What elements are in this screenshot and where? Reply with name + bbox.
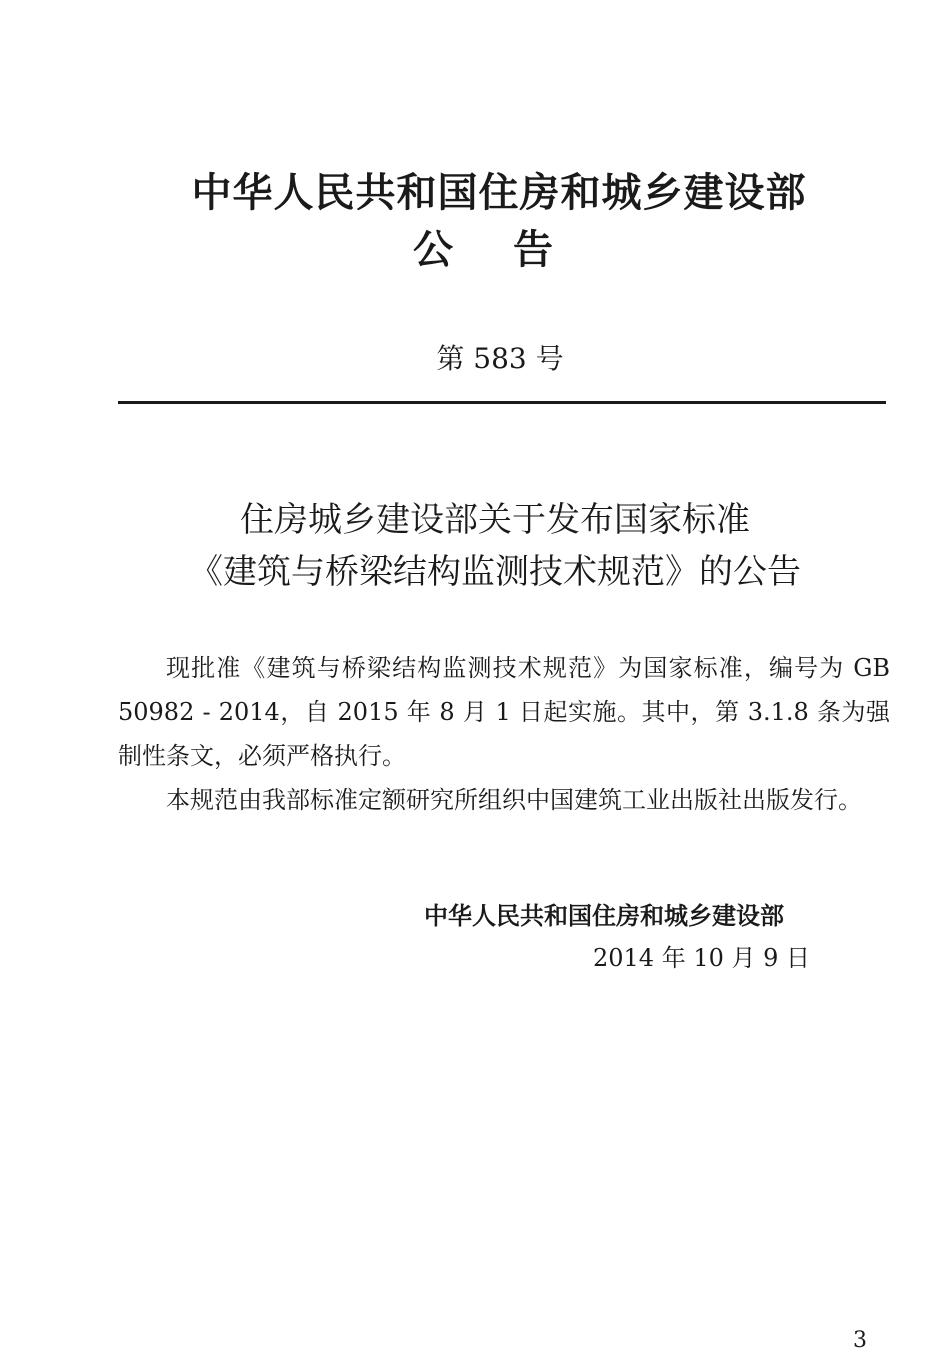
notice-body [118, 646, 890, 822]
body-paragraph-2: 本规范由我部标准定额研究所组织中国建筑工业出版社出版发行。 [166, 786, 862, 814]
document-type-heading: 公告 [413, 227, 613, 273]
signature-organization: 中华人民共和国住房和城乡建设部 [424, 902, 784, 930]
page-number: 3 [853, 1328, 867, 1353]
notice-title-line-2: 《建筑与桥梁结构监测技术规范》的公告 [189, 552, 801, 592]
body-paragraph-1: 现批准《建筑与桥梁结构监测技术规范》为国家标准，编号为 GB 50982 - 2014，自 2015 年 8 月 1 日起实施。其中，第 3.1.8 条为强制性条文，必须严格执行。 [118, 654, 890, 770]
notice-title-line-1: 住房城乡建设部关于发布国家标准 [240, 500, 750, 540]
header-divider [118, 401, 886, 404]
issuer-heading: 中华人民共和国住房和城乡建设部 [191, 170, 807, 216]
notice-title [0, 494, 950, 598]
signature-date: 2014 年 10 月 9 日 [593, 944, 811, 972]
document-number: 第 583 号 [436, 342, 564, 375]
